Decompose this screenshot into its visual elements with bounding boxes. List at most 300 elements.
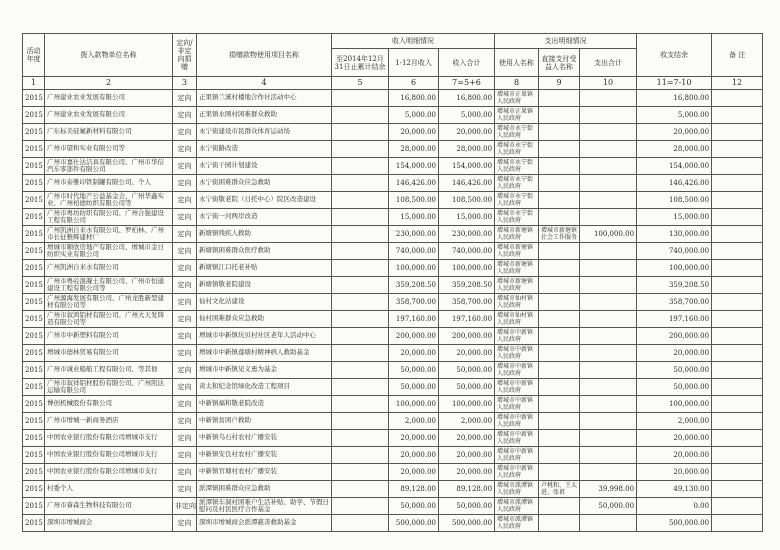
cell-user: 增城市永宁街人民政府: [495, 141, 539, 158]
cell-income-12: 200,000.00: [389, 328, 439, 345]
cell-expense-total: [580, 277, 637, 294]
table-row: [23, 124, 763, 141]
cell-income-12: 20,000.00: [389, 430, 439, 447]
cell-user: 增城市中新镇人民政府: [495, 464, 539, 481]
cell-user: 增城市正果镇人民政府: [495, 107, 539, 124]
cell-project: 仙村文化站建设: [197, 294, 332, 311]
cell-donor: 广州市嘉仕达洁具有限公司、广州市华信汽车零部件有限公司: [45, 158, 173, 175]
table-row: [23, 311, 763, 328]
cell-balance: 20,000.00: [637, 430, 712, 447]
cell-balance: 50,000.00: [637, 379, 712, 396]
cell-donor: 广东标美硅氟新材料有限公司: [45, 124, 173, 141]
cell-income-total: 154,000.00: [439, 158, 495, 175]
cell-remark: [712, 311, 763, 328]
cell-donor: 广州凯洲自来水有限公司: [45, 260, 173, 277]
cell-directed: 定向: [173, 515, 197, 532]
cell-project: 正果镇水围村困难群众救助: [197, 107, 332, 124]
cell-project: 永宁街建设市民群众体育运动场: [197, 124, 332, 141]
cell-balance: 28,000.00: [637, 141, 712, 158]
cell-year: 2015: [23, 328, 45, 345]
cell-income-12: 230,000.00: [389, 226, 439, 243]
cell-income-total: 20,000.00: [439, 447, 495, 464]
cell-year: 2015: [23, 175, 45, 192]
cell-income-total: 20,000.00: [439, 430, 495, 447]
cell-payee: [539, 175, 580, 192]
table-row: [23, 107, 763, 124]
cell-prev-balance: [332, 192, 389, 209]
cell-year: 2015: [23, 379, 45, 396]
cell-prev-balance: [332, 243, 389, 260]
cell-income-12: 20,000.00: [389, 124, 439, 141]
cell-payee: [539, 345, 580, 362]
cell-directed: 非定向: [173, 498, 197, 515]
cell-year: 2015: [23, 158, 45, 175]
cell-balance: 20,000.00: [637, 464, 712, 481]
cell-user: 增城市派潭镇人民政府: [495, 515, 539, 532]
cell-donor: 广州市泰雅印铁制罐有限公司、个人: [45, 175, 173, 192]
cell-directed: 定向: [173, 464, 197, 481]
cell-directed: 定向: [173, 481, 197, 498]
cell-directed: 定向: [173, 345, 197, 362]
cell-user: 增城市中新镇人民政府: [495, 328, 539, 345]
cell-year: 2015: [23, 447, 45, 464]
cell-directed: 定向: [173, 243, 197, 260]
cell-directed: 定向: [173, 158, 197, 175]
table-row: [23, 294, 763, 311]
cell-balance: 20,000.00: [637, 447, 712, 464]
table-row: [23, 226, 763, 243]
cell-income-total: 108,500.00: [439, 192, 495, 209]
cell-donor: 广州市增城一新商务酒店: [45, 413, 173, 430]
cell-income-12: 89,128.00: [389, 481, 439, 498]
table-row: [23, 379, 763, 396]
cell-remark: [712, 243, 763, 260]
cell-payee: [539, 294, 580, 311]
index-cell: 10: [580, 77, 637, 90]
cell-income-12: 108,500.00: [389, 192, 439, 209]
table-row: [23, 396, 763, 413]
cell-remark: [712, 107, 763, 124]
cell-expense-total: [580, 209, 637, 226]
cell-expense-total: [580, 175, 637, 192]
cell-year: 2015: [23, 430, 45, 447]
cell-directed: 定向: [173, 430, 197, 447]
cell-prev-balance: [332, 277, 389, 294]
cell-donor: 广州市诚业船舶工程有限公司、等其他: [45, 362, 173, 379]
cell-payee: [539, 464, 580, 481]
table-row: [23, 464, 763, 481]
cell-expense-total: 50,000.00: [580, 498, 637, 515]
cell-payee: [539, 277, 580, 294]
cell-donor: 中国农业银行股份有限公司增城市支行: [45, 464, 173, 481]
cell-user: 增城市永宁街人民政府: [495, 175, 539, 192]
cell-income-12: 146,426.00: [389, 175, 439, 192]
cell-project: 中新镇贫困户救助: [197, 413, 332, 430]
cell-user: 增城市永宁街人民政府: [495, 124, 539, 141]
table-body: [23, 77, 763, 532]
cell-prev-balance: [332, 345, 389, 362]
cell-remark: [712, 175, 763, 192]
cell-donor: 中国农业银行股份有限公司增城市支行: [45, 447, 173, 464]
cell-year: 2015: [23, 311, 45, 328]
cell-payee: [539, 209, 580, 226]
cell-year: 2015: [23, 464, 45, 481]
cell-user: 增城市永宁街人民政府: [495, 209, 539, 226]
cell-user: 增城市派潭镇人民政府: [495, 481, 539, 498]
cell-directed: 定向: [173, 90, 197, 107]
cell-expense-total: [580, 328, 637, 345]
cell-income-total: 16,800.00: [439, 90, 495, 107]
table-row: [23, 515, 763, 532]
cell-income-12: 154,000.00: [389, 158, 439, 175]
cell-project: 仙村困难群众应急救助: [197, 311, 332, 328]
cell-prev-balance: [332, 158, 389, 175]
cell-year: 2015: [23, 481, 45, 498]
cell-income-total: 200,000.00: [439, 328, 495, 345]
cell-income-total: 50,000.00: [439, 379, 495, 396]
index-cell: 1: [23, 77, 45, 90]
cell-project: 中新镇安良村农村广播安装: [197, 447, 332, 464]
cell-donor: 增城市德林贸易有限公司: [45, 345, 173, 362]
cell-income-12: 740,000.00: [389, 243, 439, 260]
cell-year: 2015: [23, 413, 45, 430]
cell-prev-balance: [332, 294, 389, 311]
cell-directed: 定向: [173, 328, 197, 345]
cell-balance: 20,000.00: [637, 345, 712, 362]
cell-expense-total: [580, 345, 637, 362]
cell-project: 永宁街敬老院（日托中心）院区改造建设: [197, 192, 332, 209]
cell-donor: 中国农业银行股份有限公司增城市支行: [45, 430, 173, 447]
cell-balance: 500,000.00: [637, 515, 712, 532]
cell-year: 2015: [23, 345, 45, 362]
cell-remark: [712, 413, 763, 430]
cell-expense-total: [580, 107, 637, 124]
cell-payee: [539, 447, 580, 464]
cell-prev-balance: [332, 209, 389, 226]
cell-balance: 146,426.00: [637, 175, 712, 192]
table-row: [23, 192, 763, 209]
cell-directed: 定向: [173, 141, 197, 158]
cell-expense-total: [580, 243, 637, 260]
header-balance: 收支结余: [637, 34, 712, 77]
header-prev-balance: 至2014年12月31日止累计结余: [332, 49, 389, 77]
donation-table: [22, 33, 763, 532]
cell-income-total: 146,426.00: [439, 175, 495, 192]
cell-directed: 定向: [173, 311, 197, 328]
cell-prev-balance: [332, 447, 389, 464]
cell-income-total: 358,700.00: [439, 294, 495, 311]
cell-balance: 100,000.00: [637, 396, 712, 413]
cell-payee: [539, 158, 580, 175]
index-row: [23, 77, 763, 90]
cell-income-12: 5,000.00: [389, 107, 439, 124]
cell-project: 中新镇福和敬老院改造: [197, 396, 332, 413]
cell-donor: 博创机械股份有限公司: [45, 396, 173, 413]
cell-prev-balance: [332, 481, 389, 498]
cell-remark: [712, 226, 763, 243]
cell-payee: 增城市新塘镇社会工作服务: [539, 226, 580, 243]
table-row: [23, 447, 763, 464]
header-income-12: 1-12月收入: [389, 49, 439, 77]
cell-project: 增城市中新镇坑贝村社区老年人活动中心: [197, 328, 332, 345]
cell-directed: 定向: [173, 260, 197, 277]
index-cell: 8: [495, 77, 539, 90]
cell-expense-total: [580, 311, 637, 328]
cell-year: 2015: [23, 90, 45, 107]
cell-directed: 定向: [173, 362, 197, 379]
cell-balance: 15,000.00: [637, 209, 712, 226]
cell-payee: [539, 141, 580, 158]
cell-project: 永宁街一河两岸改造: [197, 209, 332, 226]
index-cell: 4: [197, 77, 332, 90]
cell-project: 中新镇官塘村农村广播安装: [197, 464, 332, 481]
cell-income-12: 16,800.00: [389, 90, 439, 107]
header-row-1: [23, 34, 763, 49]
cell-balance: 5,000.00: [637, 107, 712, 124]
cell-directed: 定向: [173, 294, 197, 311]
cell-user: 增城市中新镇人民政府: [495, 447, 539, 464]
cell-remark: [712, 328, 763, 345]
cell-remark: [712, 515, 763, 532]
cell-income-total: 15,000.00: [439, 209, 495, 226]
cell-income-12: 100,000.00: [389, 396, 439, 413]
cell-income-12: 20,000.00: [389, 447, 439, 464]
cell-balance: 154,000.00: [637, 158, 712, 175]
cell-prev-balance: [332, 175, 389, 192]
cell-payee: [539, 124, 580, 141]
table-row: [23, 90, 763, 107]
cell-income-12: 50,000.00: [389, 362, 439, 379]
cell-year: 2015: [23, 515, 45, 532]
cell-user: 增城市永宁街人民政府: [495, 158, 539, 175]
cell-directed: 定向: [173, 226, 197, 243]
table-row: [23, 141, 763, 158]
cell-year: 2015: [23, 294, 45, 311]
cell-expense-total: [580, 362, 637, 379]
cell-year: 2015: [23, 243, 45, 260]
header-donor: 拨入款物单位名称: [45, 34, 173, 77]
cell-income-total: 100,000.00: [439, 260, 495, 277]
cell-balance: 49,130.00: [637, 481, 712, 498]
cell-project: 新塘镇江口托老补贴: [197, 260, 332, 277]
cell-directed: 定向: [173, 277, 197, 294]
cell-income-12: 50,000.00: [389, 498, 439, 515]
cell-donor: 广州市时代地产公益基金会、广州华鑫实业、广州柏德纺织有限公司等: [45, 192, 173, 209]
cell-payee: [539, 107, 580, 124]
cell-balance: 50,000.00: [637, 362, 712, 379]
cell-balance: 20,000.00: [637, 124, 712, 141]
cell-expense-total: [580, 396, 637, 413]
cell-income-12: 20,000.00: [389, 464, 439, 481]
cell-project: 正果镇兰溪村楼地合作社活动中心: [197, 90, 332, 107]
cell-payee: [539, 90, 580, 107]
cell-year: 2015: [23, 498, 45, 515]
table-row: [23, 158, 763, 175]
cell-year: 2015: [23, 277, 45, 294]
cell-prev-balance: [332, 141, 389, 158]
cell-income-total: 20,000.00: [439, 124, 495, 141]
index-cell: 5: [332, 77, 389, 90]
cell-prev-balance: [332, 379, 389, 396]
cell-expense-total: [580, 447, 637, 464]
cell-remark: [712, 124, 763, 141]
table-row: [23, 498, 763, 515]
header-remark: 备 注: [712, 34, 763, 77]
header-project: 捐赠款物使用项目名称: [197, 34, 332, 77]
cell-income-total: 89,128.00: [439, 481, 495, 498]
cell-remark: [712, 481, 763, 498]
cell-year: 2015: [23, 107, 45, 124]
cell-payee: [539, 515, 580, 532]
cell-balance: 200,000.00: [637, 328, 712, 345]
header-directed: 定向/非定向捐赠: [173, 34, 197, 77]
cell-year: 2015: [23, 141, 45, 158]
cell-donor: 广州市粤砼混凝土有限公司、广州市恒通建设工程有限公司等: [45, 277, 173, 294]
cell-donor: 增城市顺欣房地产有限公司、增城市金日纺织实业有限公司: [45, 243, 173, 260]
cell-payee: [539, 192, 580, 209]
cell-remark: [712, 192, 763, 209]
cell-directed: 定向: [173, 124, 197, 141]
cell-balance: 2,000.00: [637, 413, 712, 430]
header-income-total: 收入合计: [439, 49, 495, 77]
cell-income-total: 50,000.00: [439, 498, 495, 515]
cell-user: 增城市新塘镇人民政府: [495, 260, 539, 277]
cell-user: 增城市中新镇人民政府: [495, 396, 539, 413]
cell-income-total: 359,208.50: [439, 277, 495, 294]
index-cell: 12: [712, 77, 763, 90]
cell-remark: [712, 294, 763, 311]
cell-project: 黄太和纪念馆绿化改造工程项目: [197, 379, 332, 396]
index-cell: 11=7-10: [637, 77, 712, 90]
header-user: 使用人名称: [495, 49, 539, 77]
index-cell: 6: [389, 77, 439, 90]
cell-remark: [712, 158, 763, 175]
cell-payee: [539, 311, 580, 328]
table-row: [23, 362, 763, 379]
cell-balance: 130,000.00: [637, 226, 712, 243]
cell-directed: 定向: [173, 379, 197, 396]
cell-project: 新塘镇残疾人救助: [197, 226, 332, 243]
cell-project: 永宁街干园计划建设: [197, 158, 332, 175]
cell-payee: [539, 328, 580, 345]
cell-project: 新塘镇敬老院建设: [197, 277, 332, 294]
cell-prev-balance: [332, 362, 389, 379]
table-row: [23, 413, 763, 430]
cell-donor: 广州市中新塑料有限公司: [45, 328, 173, 345]
cell-expense-total: [580, 158, 637, 175]
cell-user: 增城市中新镇人民政府: [495, 362, 539, 379]
cell-balance: 740,000.00: [637, 243, 712, 260]
table-row: [23, 175, 763, 192]
cell-prev-balance: [332, 328, 389, 345]
cell-payee: [539, 362, 580, 379]
cell-remark: [712, 362, 763, 379]
cell-expense-total: [580, 379, 637, 396]
cell-expense-total: 100,000.00: [580, 226, 637, 243]
cell-directed: 定向: [173, 192, 197, 209]
cell-payee: [539, 413, 580, 430]
cell-project: 永宁街困难群众应急救助: [197, 175, 332, 192]
cell-income-total: 500,000.00: [439, 515, 495, 532]
cell-income-total: 20,000.00: [439, 345, 495, 362]
cell-expense-total: [580, 124, 637, 141]
index-cell: 2: [45, 77, 173, 90]
cell-donor: 广州市叙祥铝材股份有限公司、广州凯达运输有限公司: [45, 379, 173, 396]
cell-year: 2015: [23, 260, 45, 277]
cell-directed: 定向: [173, 175, 197, 192]
cell-project: 派潭镇车洞村困难户生活补贴、助学、节假日慰问及村民医疗合作基金: [197, 498, 332, 515]
cell-prev-balance: [332, 226, 389, 243]
cell-directed: 定向: [173, 107, 197, 124]
cell-remark: [712, 396, 763, 413]
table-row: [23, 209, 763, 226]
cell-payee: [539, 430, 580, 447]
header-expense-group: 支出明细情况: [495, 34, 637, 49]
cell-expense-total: [580, 192, 637, 209]
cell-project: 派潭镇困难群众应急救助: [197, 481, 332, 498]
cell-remark: [712, 430, 763, 447]
cell-directed: 定向: [173, 413, 197, 430]
header-expense-total: 支出合计: [580, 49, 637, 77]
cell-user: 增城市永宁街人民政府: [495, 192, 539, 209]
table-row: [23, 277, 763, 294]
cell-income-12: 20,000.00: [389, 345, 439, 362]
cell-payee: [539, 260, 580, 277]
cell-prev-balance: [332, 107, 389, 124]
cell-income-total: 740,000.00: [439, 243, 495, 260]
index-cell: 7=5+6: [439, 77, 495, 90]
cell-expense-total: [580, 294, 637, 311]
cell-user: 增城市中新镇人民政府: [495, 413, 539, 430]
cell-user: 增城市中新镇人民政府: [495, 430, 539, 447]
cell-remark: [712, 260, 763, 277]
cell-remark: [712, 345, 763, 362]
cell-prev-balance: [332, 90, 389, 107]
index-cell: 3: [173, 77, 197, 90]
cell-project: 中新镇乌石村农村广播安装: [197, 430, 332, 447]
cell-expense-total: [580, 141, 637, 158]
cell-income-12: 2,000.00: [389, 413, 439, 430]
cell-donor: 广州市叙鸿铝材有限公司、广州大天发铸造有限公司等: [45, 311, 173, 328]
cell-year: 2015: [23, 396, 45, 413]
cell-balance: 197,160.00: [637, 311, 712, 328]
cell-donor: 广州源海发展有限公司、广州龙胜新型建材有限公司等: [45, 294, 173, 311]
cell-project: 增城市中新镇见义勇为基金: [197, 362, 332, 379]
cell-income-12: 359,208.50: [389, 277, 439, 294]
cell-donor: 广州建业农业发展有限公司: [45, 90, 173, 107]
cell-user: 增城市中新镇人民政府: [495, 379, 539, 396]
header-direct-pay: 直接支付受 益人名称: [539, 49, 580, 77]
cell-prev-balance: [332, 311, 389, 328]
cell-prev-balance: [332, 413, 389, 430]
cell-remark: [712, 498, 763, 515]
cell-income-12: 100,000.00: [389, 260, 439, 277]
cell-prev-balance: [332, 498, 389, 515]
cell-prev-balance: [332, 515, 389, 532]
cell-remark: [712, 209, 763, 226]
cell-user: 增城市派潭镇人民政府: [495, 498, 539, 515]
cell-balance: 16,800.00: [637, 90, 712, 107]
cell-income-total: 197,160.00: [439, 311, 495, 328]
cell-expense-total: [580, 90, 637, 107]
cell-income-12: 197,160.00: [389, 311, 439, 328]
cell-project: 深圳市增城商会派潭慈善救助基金: [197, 515, 332, 532]
cell-directed: 定向: [173, 447, 197, 464]
cell-year: 2015: [23, 209, 45, 226]
cell-expense-total: 39,998.00: [580, 481, 637, 498]
cell-remark: [712, 447, 763, 464]
cell-user: 增城市新塘镇人民政府: [495, 226, 539, 243]
